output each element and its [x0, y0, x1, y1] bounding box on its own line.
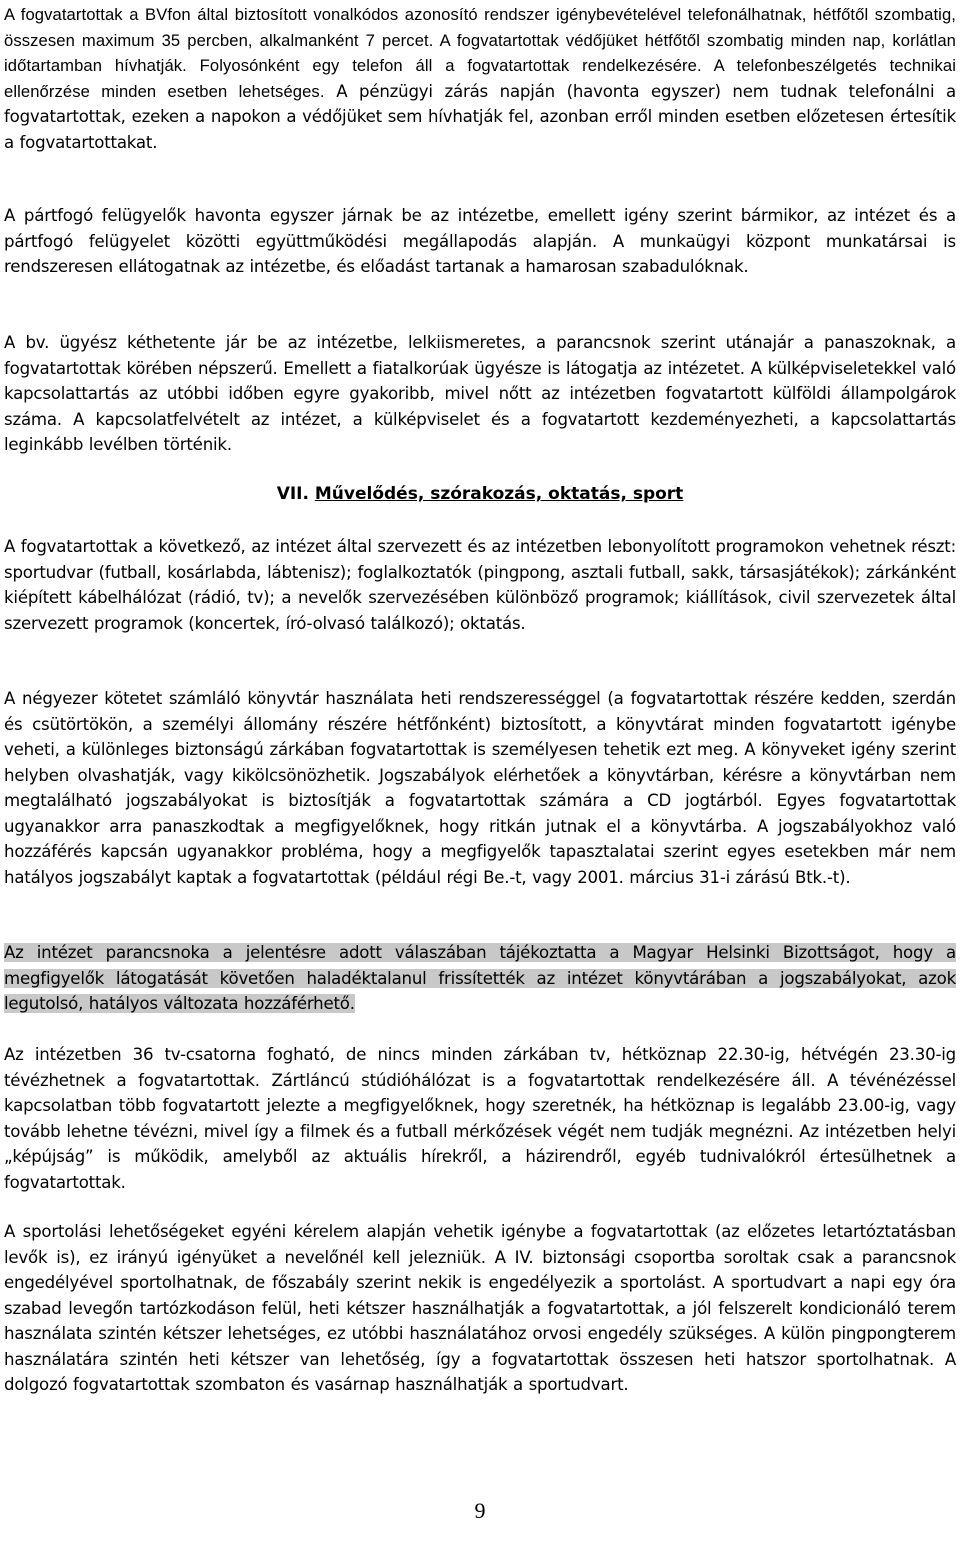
page-number: 9 [474, 1498, 486, 1523]
paragraph-commander-response [4, 940, 956, 1017]
paragraph-prosecutor: A bv. ügyész kéthetente jár be az intézetbe, lelkiismeretes, a parancsnok szerint utánajár a panaszoknak, a fogvatartottak körében népszerű. Emellett a fiatalkorúak ügyésze is látogatja az intézetet. A külképviseletekkel való kapcsolattartás az utóbbi időben egyre gyakoribb, mivel nőtt az intézetben fogvatartott külföldi állampolgárok száma. A kapcsolatfelvételt az intézet, a külképviselet és a fogvatartott kezdeményezheti, a kapcsolattartás leginkább levélben történik. [4, 333, 956, 454]
paragraph-probation: A pártfogó felügyelők havonta egyszer járnak be az intézetbe, emellett igény szerint bármikor, az intézet és a pártfogó felügyelet közötti együttműködési megállapodás alapján. A munkaügyi központ munkatársai is rendszeresen ellátogatnak az intézetbe, és előadást tartanak a hamarosan szabadulóknak. [4, 206, 956, 276]
section-title: Művelődés, szórakozás, oktatás, sport [314, 484, 684, 504]
highlighted-text: Az intézet parancsnoka a jelentésre adott válaszában tájékoztatta a Magyar Helsinki Bizottságot, hogy a megfigyelők látogatását követően haladéktalanul frissítették az intézet könyvtárában a jogszabályokat, azok legutolsó, hatályos változata hozzáférhető. [4, 943, 956, 1013]
paragraph-telephone-part1: A fogvatartottak a BVfon által biztosított vonalkódos azonosító rendszer igénybevételével telefonálhatnak, hétfőtől szombatig, összesen maximum 35 percben, alkalmanként 7 percet. A fogvatartottak védőjüket hétfőtől szombatig minden nap, korlátlan időtartamban hívhatják. Folyosónként egy telefon áll a fogvatartottak rendelkezésére. A telefonbeszélgetés technikai ellenőrzése minden esetben lehetséges. [4, 5, 956, 101]
paragraph-sport: A sportolási lehetőségeket egyéni kérelem alapján vehetik igénybe a fogvatartottak (az előzetes letartóztatásban levők is), ez irányú igényüket a nevelőnél kell jelezniük. A IV. biztonsági csoportba soroltak csak a parancsnok engedélyével sportolhatnak, de főszabály szerint nekik is engedélyezik a sportolást. A sportudvart a napi egy óra szabad levegőn tartózkodáson felül, heti kétszer használhatják a fogvatartottak, a jól felszerelt kondicionáló terem használata szintén kétszer lehetséges, ez utóbbi használatához orvosi engedély szükséges. A külön pingpongterem használatára szintén heti kétszer van lehetőség, így a fogvatartottak összesen heti hatszor sportolhatnak. A dolgozó fogvatartottak szombaton és vasárnap használhatják a sportudvart. [4, 1222, 956, 1394]
paragraph-television: Az intézetben 36 tv-csatorna fogható, de nincs minden zárkában tv, hétköznap 22.30-ig, hétvégén 23.30-ig tévézhetnek a fogvatartottak. Zártláncú stúdióhálózat is a fogvatartottak rendelkezésére áll. A tévénézéssel kapcsolatban több fogvatartott jelezte a megfigyelőknek, hogy szeretnék, ha hétköznap is legalább 23.00-ig, vagy tovább lehetne tévézni, mivel így a filmek és a futball mérkőzések végét nem tudják megnézni. Az intézetben helyi „képújság” is működik, amelyből az aktuális hírekről, a házirendről, egyéb tudnivalókról értesülhetnek a fogvatartottak. [4, 1045, 956, 1192]
paragraph-telephone [4, 2, 956, 155]
paragraph-telephone-part2: A pénzügyi zárás napján (havonta egyszer) nem tudnak telefonálni a fogvatartottak, ezeken a napokon a védőjüket sem hívhatják fel, azonban erről minden esetben előzetesen értesítik a fogvatartottakat. [4, 81, 956, 152]
section-heading [4, 482, 956, 508]
paragraph-programs: A fogvatartottak a következő, az intézet által szervezett és az intézetben lebonyolított programokon vehetnek részt: sportudvar (futball, kosárlabda, lábtenisz); foglalkoztatók (pingpong, asztali futball, sakk, társasjátékok); zárkánként kiépített kábelhálózat (rádió, tv); a nevelők szervezésében különböző programok; kiállítások, civil szervezetek által szervezett programok (koncertek, író-olvasó találkozó); oktatás. [4, 537, 956, 633]
paragraph-library: A négyezer kötetet számláló könyvtár használata heti rendszerességgel (a fogvatartottak részére kedden, szerdán és csütörtökön, a személyi állomány részére hétfőnként) biztosított, a könyvtárat minden fogvatartott igénybe veheti, a különleges biztonságú zárkában fogvatartottak is személyesen tehetik ezt meg. A könyveket igény szerint helyben olvashatják, vagy kikölcsönözhetik. Jogszabályok elérhetőek a könyvtárban, kérésre a könyvtárban nem megtalálható jogszabályokat is biztosítják a fogvatartottak számára a CD jogtárból. Egyes fogvatartottak ugyanakkor arra panaszkodtak a megfigyelőknek, hogy ritkán jutnak el a könyvtárba. A jogszabályokhoz való hozzáférés kapcsán ugyanakkor probléma, hogy a megfigyelők tapasztalatai szerint egyes esetekben már nem hatályos jogszabályt kaptak a fogvatartottak (például régi Be.-t, vagy 2001. március 31-i zárású Btk.-t). [4, 689, 956, 887]
section-number: VII. [276, 484, 309, 504]
